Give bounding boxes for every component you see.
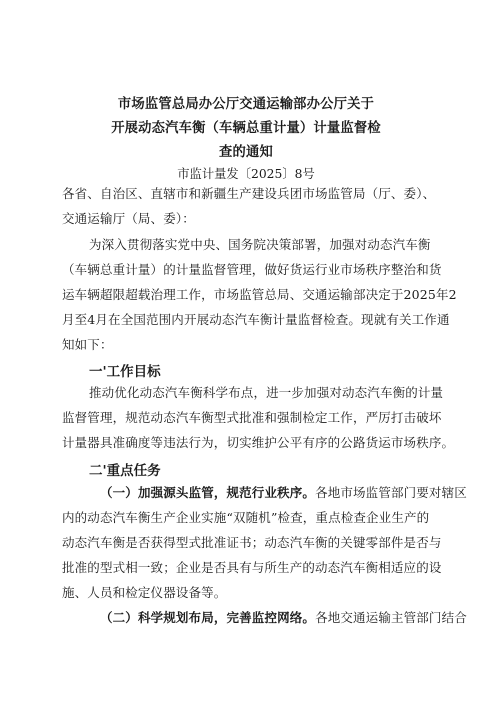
- section-2-item-1-line-1: [100, 485, 467, 501]
- section-1-line-1: 推动优化动态汽车衡科学布点，进一步加强对动态汽车衡的计量: [89, 385, 444, 400]
- section-1-line-2: 监督管理，规范动态汽车衡型式批准和强制检定工作，严厉打击破坏: [62, 410, 442, 425]
- section-2-heading: 二'重点任务: [89, 463, 161, 479]
- section-1-line-3: 计量器具准确度等违法行为，切实维护公平有序的公路货运市场秩序。: [62, 435, 455, 450]
- section-1-heading: 一'工作目标: [89, 364, 161, 380]
- intro-line-2: （车辆总重计量）的计量监督管理，做好货运行业市场秩序整治和货: [62, 262, 442, 277]
- title-line-1: 市场监管总局办公厅交通运输部办公厅关于: [117, 96, 375, 112]
- intro-line-5: 知如下：: [62, 337, 113, 352]
- title-line-3: 查的通知: [219, 144, 273, 160]
- document-number: 市监计量发〔2025〕8号: [177, 166, 315, 181]
- section-2-item-2-line-1: [100, 610, 467, 626]
- addressee-line-1: 各省、自治区、直辖市和新疆生产建设兵团市场监管局（厅、委）、: [62, 186, 436, 201]
- addressee-line-2: 交通运输厅（局、委）：: [62, 211, 195, 226]
- title-line-2: 开展动态汽车衡（车辆总重计量）计量监督检: [111, 120, 381, 136]
- item-2-title: （二）科学规划布局，完善监控网络。: [100, 610, 316, 625]
- item-2-text: 各地交通运输主管部门结合: [315, 610, 467, 625]
- section-2-item-1-line-5: 施、人员和检定仪器设备等。: [62, 585, 227, 600]
- section-2-item-1-line-2: 内的动态汽车衡生产企业实施“双随机”检查，重点检查企业生产的: [62, 510, 430, 525]
- section-2-item-1-line-4: 批准的型式相一致；企业是否具有与所生产的动态汽车衡相适应的设: [62, 560, 442, 575]
- item-1-text: 各地市场监管部门要对辖区: [315, 485, 467, 500]
- section-2-item-1-line-3: 动态汽车衡是否获得型式批准证书；动态汽车衡的关键零部件是否与: [62, 535, 442, 550]
- item-1-title: （一）加强源头监管，规范行业秩序。: [100, 485, 316, 500]
- intro-line-1: 为深入贯彻落实党中央、国务院决策部署，加强对动态汽车衡: [89, 237, 431, 252]
- intro-line-3: 运车辆超限超载治理工作，市场监管总局、交通运输部决定于2025年2: [62, 287, 457, 302]
- intro-line-4: 月至4月在全国范围内开展动态汽车衡计量监督检查。现就有关工作通: [62, 312, 450, 327]
